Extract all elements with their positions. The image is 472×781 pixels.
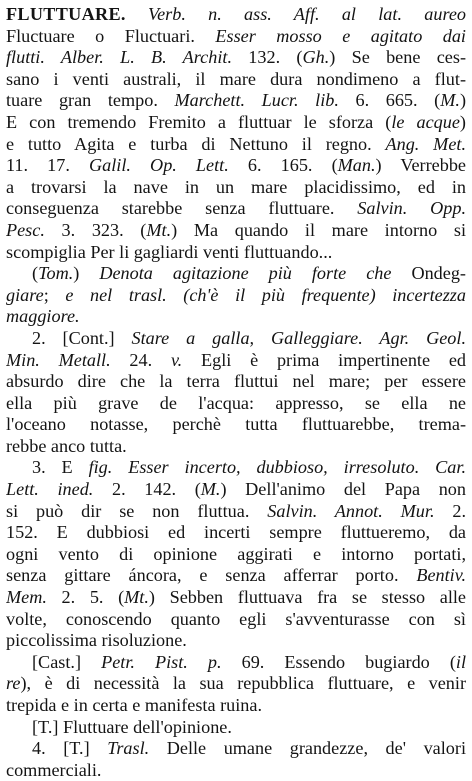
text-line <box>6 220 466 242</box>
text-segment: commerciali. <box>6 759 102 780</box>
italic-text: il <box>455 651 466 672</box>
italic-text: flutti. Alber. L. B. Archit. <box>6 47 233 68</box>
text-segment: ogni vento di opinione aggirati e intorno portati, <box>6 543 466 564</box>
text-line <box>6 414 466 436</box>
text-line <box>6 90 466 112</box>
italic-text: Marchett. Lucr. lib. <box>174 90 339 111</box>
text-line <box>6 479 466 501</box>
text-line <box>6 587 466 609</box>
text-segment: ), è di necessità la sua repubblica fluttuare, e venir <box>20 673 466 694</box>
text-segment: Delle umane grandezze, de' valori <box>149 738 466 759</box>
text-line <box>6 609 466 631</box>
headword: FLUTTUARE. <box>6 4 126 24</box>
text-segment: si può dir se non fluttua. <box>6 500 268 521</box>
italic-text: Mt. <box>124 587 149 608</box>
italic-text: M. <box>200 479 221 500</box>
text-segment: ) Se bene ces- <box>329 47 466 68</box>
text-segment: tuare gran tempo. <box>6 90 175 111</box>
italic-text: Pesc. <box>6 219 45 240</box>
italic-text: Esser mosso e agitato dai <box>215 25 466 46</box>
italic-text: Galil. Op. Lett. <box>89 155 229 176</box>
text-line <box>6 47 466 69</box>
text-line <box>6 393 466 415</box>
text-segment: ( <box>32 263 39 284</box>
text-line <box>6 328 466 350</box>
text-segment: volte, conoscendo quanto egli s'avventurasse con sì <box>6 608 466 629</box>
text-segment: absurdo dire che la terra fluttui nel mare; per essere <box>6 371 466 392</box>
text-line <box>6 263 466 285</box>
text-segment: 2. 142. ( <box>93 479 201 500</box>
text-segment: 69. Essendo bugiardo ( <box>221 651 456 672</box>
italic-text: Mt. <box>146 219 172 240</box>
text-segment: e tutto Agita e turba di Nettuno il regno. <box>6 133 386 154</box>
text-segment: senza gittare áncora, e senza afferrar porto. <box>6 565 417 586</box>
text-segment: a trovarsi la nave in un mare placidissimo, ed in <box>6 176 466 197</box>
italic-text: maggiore. <box>6 306 80 327</box>
italic-text: Ang. Met. <box>385 133 466 154</box>
text-line <box>6 695 466 717</box>
text-segment: scompiglia Per li gagliardi venti fluttuando... <box>6 241 333 262</box>
italic-text: Salvin. Annot. Mur. <box>267 500 435 521</box>
italic-text: Lett. ined. <box>6 479 94 500</box>
text-line <box>6 112 466 134</box>
italic-text: e nel trasl. (ch'è il più frequente) incertezza <box>65 284 466 305</box>
italic-text: Bentiv. <box>416 565 466 586</box>
text-line <box>6 26 466 48</box>
text-segment: piccolissima risoluzione. <box>6 630 187 651</box>
text-segment: ella più grave de l'acqua: appresso, se ella ne <box>6 392 466 413</box>
text-line <box>6 350 466 372</box>
text-segment: ) <box>459 111 466 132</box>
italic-text: le acque <box>391 111 460 132</box>
text-line <box>6 69 466 91</box>
text-line <box>6 436 466 458</box>
text-segment: 132. ( <box>232 47 303 68</box>
text-segment: trepida e in certa e manifesta ruina. <box>6 695 263 715</box>
text-line <box>6 652 466 674</box>
text-segment: 24. <box>110 349 171 370</box>
text-line <box>6 242 466 264</box>
text-line <box>6 544 466 566</box>
text-segment: [T.] Fluttuare dell'opinione. <box>32 716 232 737</box>
italic-text: Gh. <box>302 47 330 68</box>
headword-line <box>6 4 466 26</box>
text-line <box>6 306 466 328</box>
text-line <box>6 371 466 393</box>
text-segment: Ondeg- <box>391 263 466 284</box>
text-segment: 152. E dubbiosi ed incerti sempre fluttueremo, da <box>6 522 466 543</box>
text-segment <box>126 4 148 24</box>
text-line <box>6 738 466 760</box>
text-segment: E con tremendo Fremito a fluttuar le sforza ( <box>6 111 392 132</box>
italic-text: re <box>6 673 21 694</box>
text-segment: ) <box>459 90 466 111</box>
text-segment: 3. 323. ( <box>44 219 147 240</box>
text-line <box>6 501 466 523</box>
text-segment: Fluctuare o Fluctuari. <box>6 25 216 46</box>
text-line <box>6 285 466 307</box>
italic-text: v. <box>170 349 183 370</box>
text-line <box>6 565 466 587</box>
italic-text: Min. Metall. <box>6 349 111 370</box>
text-segment: ) Sebben fluttuava fra se stesso alle <box>148 587 466 608</box>
text-segment: ) Ma quando il mare intorno si <box>171 219 466 240</box>
text-line <box>6 134 466 156</box>
text-segment: ) Dell'animo del Papa non <box>220 479 466 500</box>
text-segment: ) <box>73 263 100 284</box>
italic-text: fig. Esser incerto, dubbioso, irresoluto. Car. <box>88 457 466 478</box>
italic-text: Verb. n. ass. Aff. al lat. aureo <box>148 4 466 24</box>
text-segment: 11. 17. <box>6 155 90 176</box>
text-segment: 6. 165. ( <box>228 155 338 176</box>
text-segment: l'oceano notasse, perchè tutta fluttuarebbe, trema- <box>6 414 466 435</box>
text-segment: rebbe anco tutta. <box>6 435 127 456</box>
text-segment: 6. 665. ( <box>338 90 441 111</box>
italic-text: M. <box>440 90 460 111</box>
italic-text: Salvin. Opp. <box>357 198 466 219</box>
text-segment: 2. <box>434 500 466 521</box>
text-segment: [Cast.] <box>32 651 102 672</box>
text-line <box>6 198 466 220</box>
italic-text: Trasl. <box>107 738 150 759</box>
text-segment: 2. 5. ( <box>46 587 125 608</box>
italic-text: Stare a galla, Galleggiare. Agr. Geol. <box>131 327 466 348</box>
text-line <box>6 673 466 695</box>
text-line <box>6 630 466 652</box>
text-segment: ) Verrebbe <box>375 155 466 176</box>
text-line <box>6 522 466 544</box>
text-segment: sano i venti australi, il mare dura nondimeno a flut- <box>6 68 466 89</box>
text-line <box>6 457 466 479</box>
text-line <box>6 177 466 199</box>
italic-text: Denota agitazione più forte che <box>99 263 392 284</box>
italic-text: Tom. <box>38 263 74 284</box>
text-segment: 2. [Cont.] <box>32 327 132 348</box>
text-segment: Egli è prima impertinente ed <box>182 349 466 370</box>
italic-text: Man. <box>337 155 376 176</box>
text-segment: ; <box>43 284 66 305</box>
text-line <box>6 155 466 177</box>
text-segment: 4. [T.] <box>32 738 108 759</box>
text-segment: 3. E <box>32 457 89 478</box>
italic-text: giare <box>6 284 44 305</box>
text-segment: conseguenza starebbe senza fluttuare. <box>6 198 358 219</box>
italic-text: Petr. Pist. p. <box>101 651 222 672</box>
italic-text: Mem. <box>6 587 47 608</box>
text-line <box>6 717 466 739</box>
entry-body <box>6 4 466 781</box>
